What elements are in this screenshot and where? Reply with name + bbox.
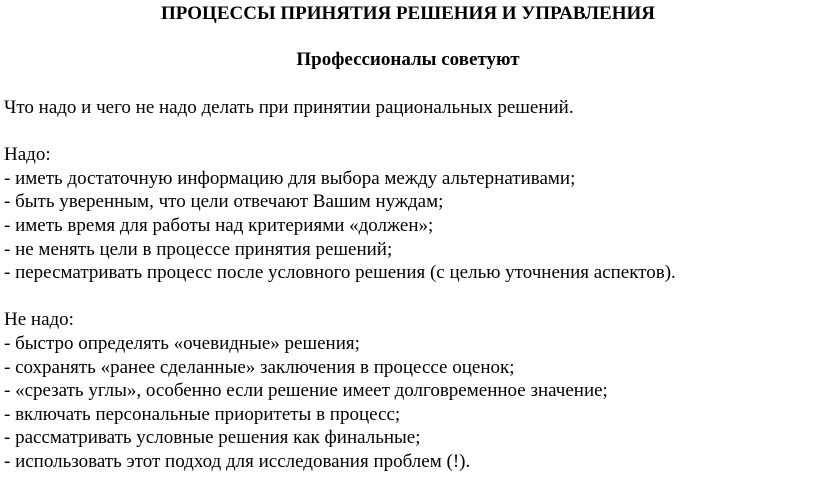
dont-list-item: - рассматривать условные решения как финальные; xyxy=(4,427,421,449)
spacer xyxy=(4,120,810,144)
dont-list-item: - быстро определять «очевидные» решения; xyxy=(4,332,360,354)
do-list-item: - пересматривать процесс после условного решения (с целью уточнения аспектов). xyxy=(4,262,676,284)
document-body xyxy=(4,96,810,474)
dont-heading: Не надо: xyxy=(4,309,74,331)
spacer xyxy=(4,285,810,309)
dont-list-item: - включать персональные приоритеты в процесс; xyxy=(4,403,401,425)
do-list-item: - иметь достаточную информацию для выбора между альтернативами; xyxy=(4,167,576,189)
document-title: ПРОЦЕССЫ ПРИНЯТИЯ РЕШЕНИЯ И УПРАВЛЕНИЯ xyxy=(161,3,655,24)
do-list-item: - быть уверенным, что цели отвечают Вашим нуждам; xyxy=(4,191,444,213)
dont-list-item: - «срезать углы», особенно если решение имеет долговременное значение; xyxy=(4,380,608,402)
do-heading: Надо: xyxy=(4,144,51,166)
do-list-item: - иметь время для работы над критериями «должен»; xyxy=(4,214,434,236)
document-subtitle: Профессионалы советуют xyxy=(296,49,520,70)
intro-text: Что надо и чего не надо делать при принятии рациональных решений. xyxy=(4,97,574,118)
dont-list-item: - использовать этот подход для исследования проблем (!). xyxy=(4,450,471,472)
dont-list-item: - сохранять «ранее сделанные» заключения в процессе оценок; xyxy=(4,356,515,378)
do-list-item: - не менять цели в процессе принятия решений; xyxy=(4,238,393,260)
